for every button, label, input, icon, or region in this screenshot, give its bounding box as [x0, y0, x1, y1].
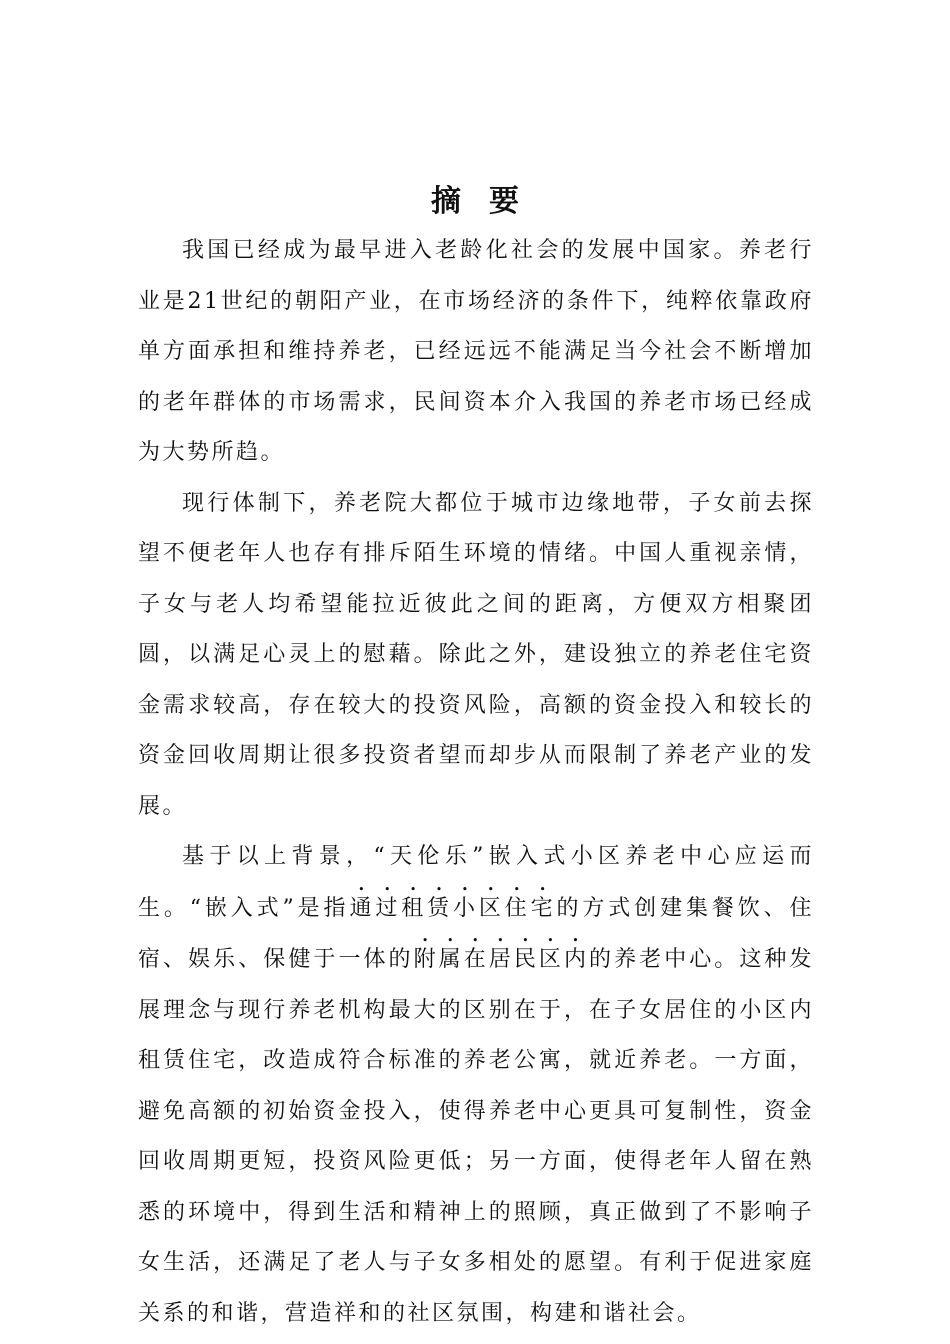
paragraph-3-part-3: 的养老中心。这种发展理念与现行养老机构最大的区别在于，在子女居住的小区内租赁住宅，改造成符合标准的养老公寓，就近养老。一方面，避免高额的初始资金投入，使得养老中心更具可复制性，资金回收周期更短，投资风险更低；另一方面，使得老年人留在熟悉的环境中，得到生活和精神上的照顾，真正做到了不影响子女生活，还满足了老人与子女多相处的愿望。有利于促进家庭关系的和谐，营造祥和的社区氛围，构建和谐社会。	[138, 947, 814, 1326]
paragraph-3-part-2: 的方式创建集餐饮、住宿、娱乐、保健于一体的	[138, 895, 814, 972]
paragraph-1: 我国已经成为最早进入老龄化社会的发展中国家。养老行业是21世纪的朝阳产业，在市场经济的条件下，纯粹依靠政府单方面承担和维持养老，已经远远不能满足当今社会不断增加的老年群体的市场需求，民间资本介入我国的养老市场已经成为大势所趋。	[138, 238, 814, 465]
abstract-body	[138, 226, 814, 1339]
emphasis-residential-area: 附属在居民区内	[413, 947, 590, 972]
paragraph-2: 现行体制下，养老院大都位于城市边缘地带，子女前去探望不便老年人也存有排斥陌生环境的情绪。中国人重视亲情，子女与老人均希望能拉近彼此之间的距离，方便双方相聚团圆，以满足心灵上的慰藉。除此之外，建设独立的养老住宅资金需求较高，存在较大的投资风险，高额的资金投入和较长的资金回收周期让很多投资者望而却步从而限制了养老产业的发展。	[138, 490, 814, 819]
title-char-2: 要	[489, 184, 519, 219]
abstract-title	[0, 180, 950, 224]
emphasis-rent-housing: 通过租赁小区住宅	[349, 895, 557, 921]
title-char-1: 摘	[431, 184, 461, 219]
paragraph-3	[138, 832, 814, 1339]
paragraph-3-part-1: 基于以上背景，“天伦乐”嵌入式小区养老中心应运而生。“嵌入式”是指	[138, 844, 814, 921]
